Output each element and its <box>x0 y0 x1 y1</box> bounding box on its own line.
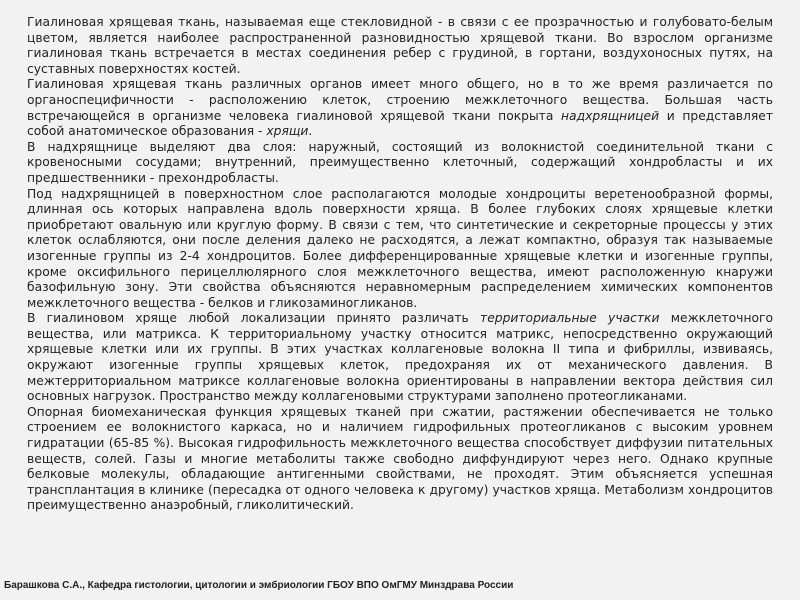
text-run: межклеточного вещества, или матрикса. К территориальному участку относится матрикс, непосредственно окружающий хрящевые клетки или их группы. В этих участках коллагеновые волокна II типа и фибриллы, извиваясь, окружают изогенные группы хрящевых клеток, предохраняя их от механического давления. В межтерриториальном матриксе коллагеновые волокна ориентированы в направлении вектора действия сил основных нагрузок. Пространство между коллагеновыми структурами заполнено протеогликанами. <box>27 311 773 404</box>
document-body <box>27 15 773 514</box>
text-run: . <box>308 124 313 139</box>
text-run: В надхрящнице выделяют два слоя: наружный, состоящий из волокнистой соединительной ткани с кровеносными сосудами; внутренний, преимущественно клеточный, содержащий хондробласты и их предшественники - прехондробласты. <box>27 139 773 185</box>
term-territorial-areas: территориальные участки <box>480 311 660 326</box>
text-run: В гиалиновом хряще любой локализации принято различать <box>27 311 481 326</box>
term-perichondrium: надхрящницей <box>561 108 660 123</box>
text-run: Опорная биомеханическая функция хрящевых тканей при сжатии, растяжении обеспечивается не только строением ее волокнистого каркаса, но и наличием гидрофильных протеогликанов с высоким уровнем гидратации (65-85 %). Высокая гидрофильность межклеточного вещества способствует диффузии питательных веществ, солей. Газы и многие метаболиты также свободно диффундируют через него. Однако крупные белковые молекулы, обладающие антигенными свойствами, не проходят. Этим объясняется успешная трансплантация в клинике (пересадка от одного человека к другому) участков хряща. Метаболизм хондроцитов преимущественно анаэробный, гликолитический. <box>27 404 773 513</box>
text-run: Гиалиновая хрящевая ткань различных органов имеет много общего, но в то же время различается по органоспецифичности - расположению клеток, строению межклеточного вещества. Большая часть встречающейся в организме человека гиалиновой хрящевой ткани покрыта <box>27 77 773 123</box>
paragraph-territorial-matrix <box>27 311 773 405</box>
paragraph-perichondrium-layers <box>27 140 773 187</box>
text-run: Под надхрящницей в поверхностном слое располагаются молодые хондроциты веретенообразной формы, длинная ось которых направлена вдоль поверхности хряща. В более глубоких слоях хрящевые клетки приобретают овальную или круглую форму. В связи с тем, что синтетические и секреторные процессы у этих клеток ослабляются, они после деления далеко не расходятся, а лежат компактно, образуя так называемые изогенные группы из 2-4 хондроцитов. Более дифференцированные хрящевые клетки и изогенные группы, кроме оксифильного перицеллюлярного слоя межклеточного вещества, имеют расположенную кнаружи базофильную зону. Эти свойства объясняются неравномерным распределением химических компонентов межклеточного вещества - белков и гликозаминогликанов. <box>27 186 773 310</box>
paragraph-chondrocytes <box>27 187 773 312</box>
text-run: и представляет собой анатомическое образования - <box>27 108 774 139</box>
paragraph-hyaline-intro <box>27 15 773 77</box>
paragraph-organ-specificity <box>27 77 773 139</box>
footer-credit: Барашкова С.А., Кафедра гистологии, цитологии и эмбриологии ГБОУ ВПО ОмГМУ Минздрава России <box>4 580 514 591</box>
term-cartilages: хрящи <box>266 124 309 139</box>
text-run: Гиалиновая хрящевая ткань, называемая еще стекловидной - в связи с ее прозрачностью и голубовато-белым цветом, является наиболее распространенной разновидностью хрящевой ткани. Во взрослом организме гиалиновая ткань встречается в местах соединения ребер с грудиной, в гортани, воздухоносных путях, на суставных поверхностях костей. <box>27 15 773 76</box>
paragraph-biomechanics <box>27 405 773 514</box>
